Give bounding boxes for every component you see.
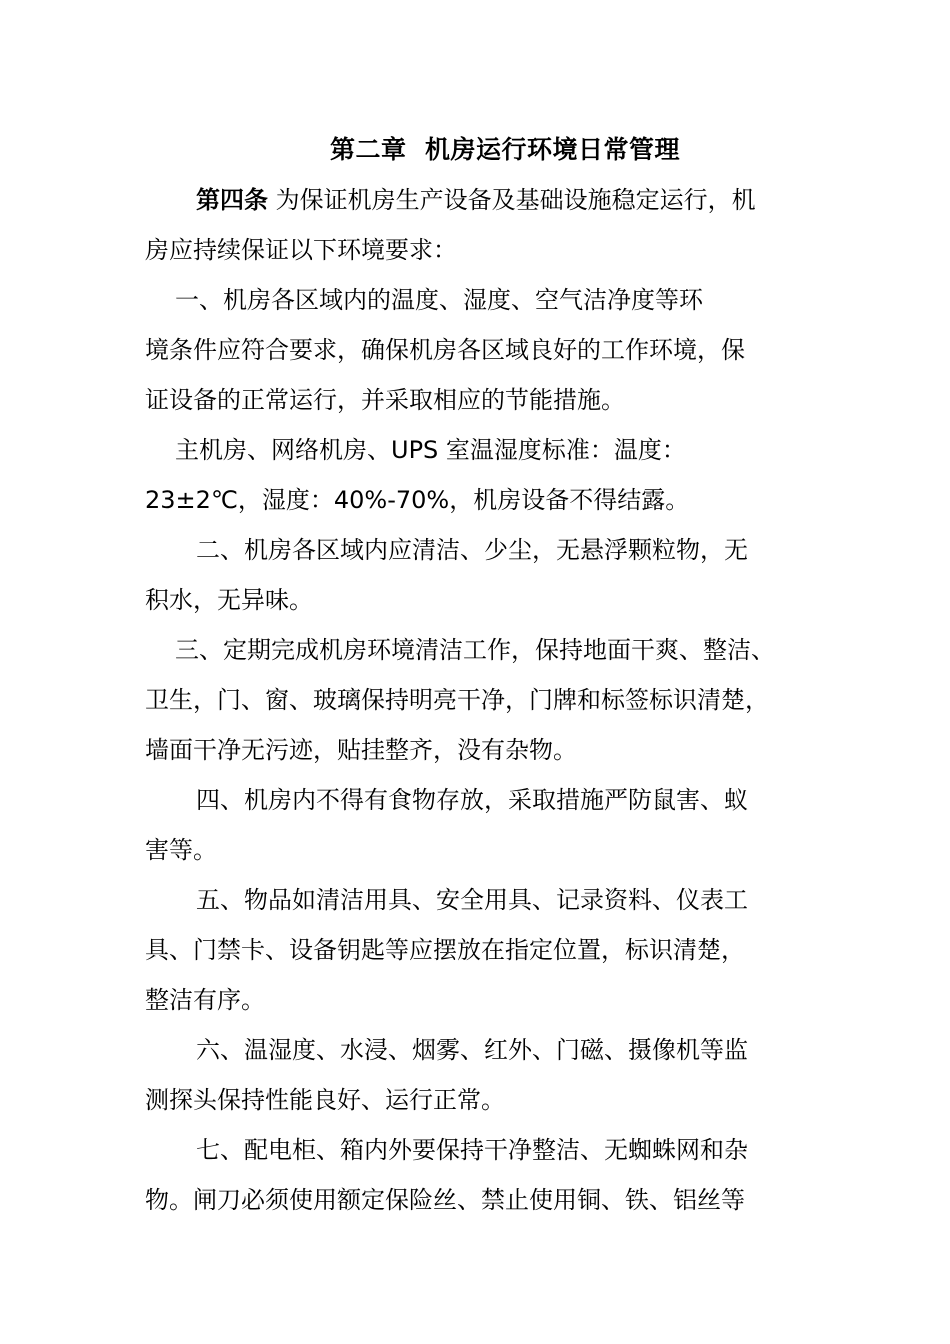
paragraph-line: 害等。 <box>145 836 217 864</box>
chapter-title: 第二章 机房运行环境日常管理 <box>330 135 680 164</box>
paragraph-line: 测探头保持性能良好、运行正常。 <box>145 1086 505 1114</box>
paragraph-line: 证设备的正常运行，并采取相应的节能措施。 <box>145 386 625 414</box>
paragraph-line <box>196 183 756 217</box>
paragraph-line: 23±2℃，湿度：40%-70%，机房设备不得结露。 <box>145 486 690 514</box>
paragraph-line: 三、定期完成机房环境清洁工作，保持地面干爽、整洁、 <box>175 636 775 664</box>
paragraph-line: 境条件应符合要求，确保机房各区域良好的工作环境，保 <box>145 336 745 364</box>
paragraph-line: 五、物品如清洁用具、安全用具、记录资料、仪表工 <box>196 886 748 914</box>
article-label: 第四条 <box>196 186 268 214</box>
paragraph-line: 卫生，门、窗、玻璃保持明亮干净，门牌和标签标识清楚， <box>145 686 769 714</box>
paragraph-line: 房应持续保证以下环境要求： <box>145 236 457 264</box>
paragraph-line: 七、配电柜、箱内外要保持干净整洁、无蜘蛛网和杂 <box>196 1136 748 1164</box>
paragraph-line: 二、机房各区域内应清洁、少尘，无悬浮颗粒物，无 <box>196 536 748 564</box>
paragraph-line: 墙面干净无污迹，贴挂整齐，没有杂物。 <box>145 736 577 764</box>
paragraph-line: 一、机房各区域内的温度、湿度、空气洁净度等环 <box>175 286 703 314</box>
paragraph-line: 具、门禁卡、设备钥匙等应摆放在指定位置，标识清楚， <box>145 936 745 964</box>
paragraph-line: 物。闸刀必须使用额定保险丝、禁止使用铜、铁、铝丝等 <box>145 1186 745 1214</box>
paragraph-line: 四、机房内不得有食物存放，采取措施严防鼠害、蚁 <box>196 786 748 814</box>
paragraph-line: 主机房、网络机房、UPS 室温湿度标准：温度： <box>175 436 686 464</box>
paragraph-line: 六、温湿度、水浸、烟雾、红外、门磁、摄像机等监 <box>196 1036 748 1064</box>
paragraph-line: 积水，无异味。 <box>145 586 313 614</box>
paragraph-line: 整洁有序。 <box>145 986 265 1014</box>
article-intro-text: 为保证机房生产设备及基础设施稳定运行，机 <box>268 186 756 214</box>
